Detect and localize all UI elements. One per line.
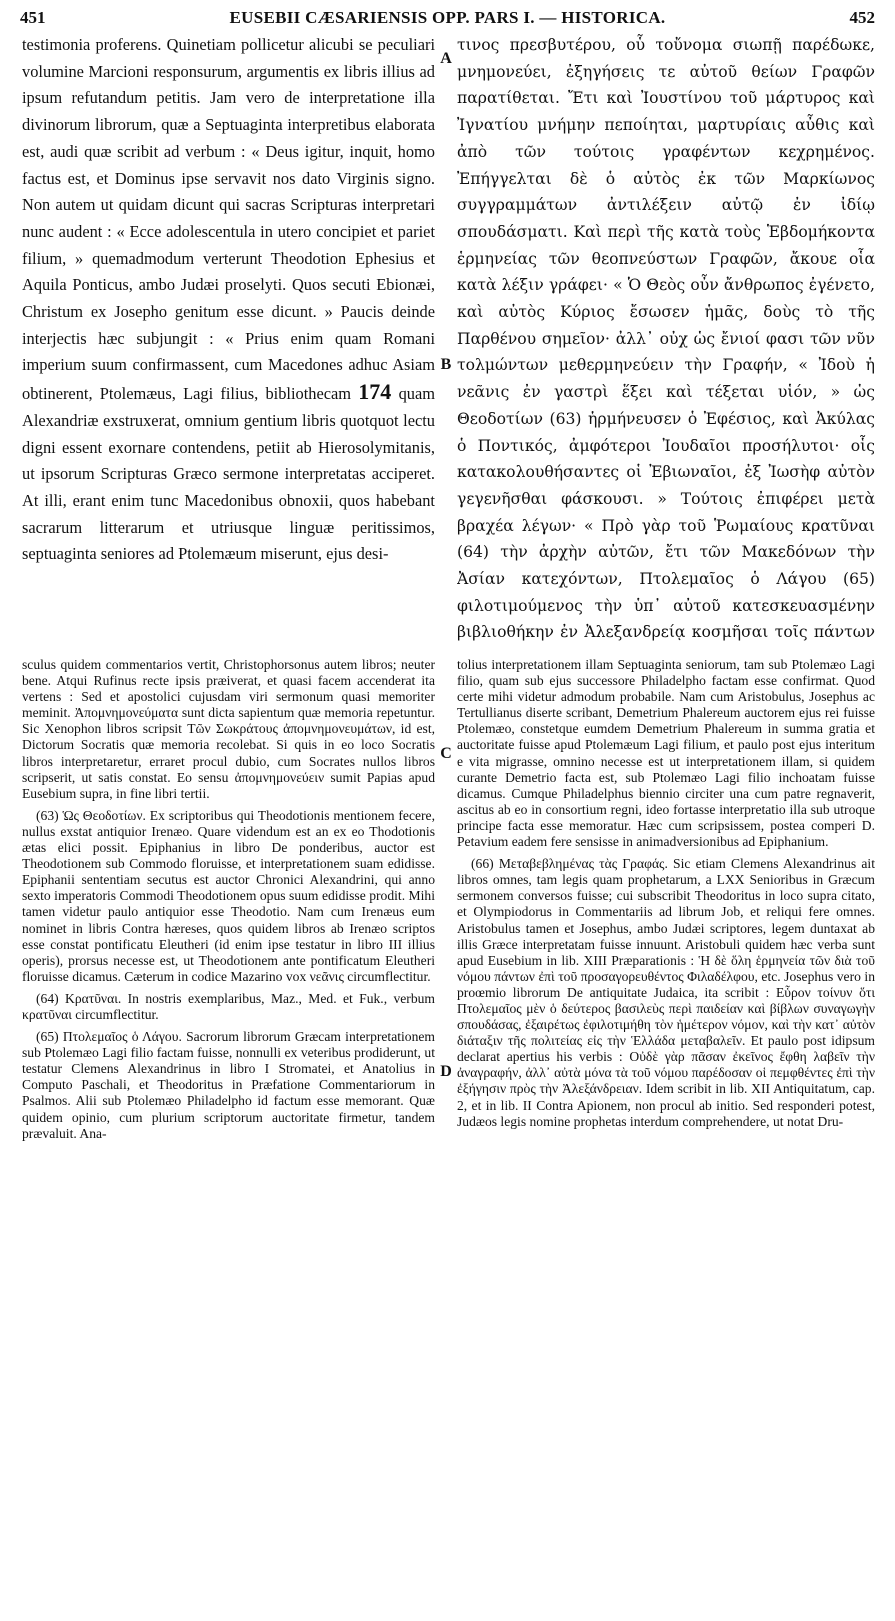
page-number-left: 451	[20, 8, 46, 27]
latin-text-after-marker: quam Alexandriæ exstruxerat, omnium gentium libris quotquot lectu digni essent exornare contendens, petiit ab Hierosolymitanis, ut ipsorum Scripturas Græco sermone interpretatas acciperet. At illi, erant enim tunc Macedonibus obnoxii, quos habebant sacrarum litterarum et utriusque linguæ peritissimos, septuaginta seniores ad Ptolemæum miserunt, ejus desi-	[22, 384, 435, 564]
column-number-marker: 174	[358, 379, 392, 405]
note-continuation: sculus quidem commentarios vertit, Christophorsonus autem libros; neuter bene. Atqui Rufinus recte ipsis præiverat, et quasi facem accenderat ita vertens : Sed et apostolici cujusdam viri sermonum quasi memoriter meminit. Ἀπομνημονεύματα sunt dicta sapientum quæ memoria repetuntur. Sic Xenophon libros scripsit Τῶν Σωκράτους ἀπομνημονευμάτων, id est, Dictorum Socratis quæ memoria recolebat. Si quis in eo loco Socratis libros interpretaretur, erraret procul dubio, cum Socrates nullos libros scripserit, ut satis constat. Eo sensu ἀπομνημονεύειν sumit Papias apud Eusebium supra, in fine libri tertii.	[22, 657, 435, 801]
note-65: (65) Πτολεμαῖος ὁ Λάγου. Sacrorum librorum Græcam interpretationem sub Ptolemæo Lagi filio factam fuisse, nonnulli ex veteribus prodiderunt, ut testatur Clemens Alexandrinus in libro I Stromatei, et Anatolius in Computo Paschali, et Theodoritus in Præfatione Commentariorum in Psalmos. Alii sub Ptolemæo Philadelpho id factum esse memorant. Quæ quidem opinio, cum plurium scriptorum auctoritate firmetur, tandem prævaluit. Ana-	[22, 1029, 435, 1141]
section-marker-c: C	[440, 745, 452, 762]
note-65-continuation: tolius interpretationem illam Septuaginta seniorum, tam sub Ptolemæo Lagi filio, quam sub ejus successore Philadelpho factam esse confirmat. Quod certe mihi videtur admodum probabile. Nam cum Aristobulus, Josephus ac Tertullianus diserte scribant, Demetrium Phalereum auctorem ejus rei fuisse Ptolemæo, constetque eumdem Demetrium Phalereum in summa gratia et auctoritate fuisse apud Ptolemæum Lagi filium, et paulo post ejus interitum e vita migrasse, omnino necesse est ut interpretationem illam, si quidem curante Demetrio facta est, sub Ptolemæo Lagi filio inchoatam fuisse dicamus. Cumque Philadelphus biennio circiter una cum patre regnaverit, ascitus ab eo in consortium regni, ideo fortasse interpretatio illa sub utroque principe facta esse memoratur. Hæc cum scripsissem, postea comperi D. Petavium eadem fere sensisse in animadversionibus ad Epiphanium.	[457, 657, 875, 850]
latin-translation-column	[22, 32, 435, 644]
greek-original-column	[457, 32, 875, 644]
note-66: (66) Μεταβεβλημένας τὰς Γραφάς. Sic etiam Clemens Alexandrinus ait libros omnes, tam legis quam prophetarum, a LXX Senioribus in Græcum sermonem conversos fuisse; cui subscribit Theodoritus in loco supra citato, et Olympiodorus in Commentariis ad librum Job, et reliqui fere omnes. Aristobulus tamen et Josephus, ambo Judæi scriptores, legem duntaxat ab illis Græce interpretatam fuisse innuunt. Aristobuli quidem hæc verba sunt apud Eusebium in lib. XIII Præparationis : Ἡ δὲ ὅλη ἑρμηνεία τῶν διὰ τοῦ νόμου πάντων ἐπὶ τοῦ προσαγορευθέντος Φιλαδέλφου, etc. Josephus vero in proœmio librorum De antiquitate Judaica, ita scribit : Εὗρον τοίνυν ὅτι Πτολεμαῖος μὲν ὁ δεύτερος βασιλεὺς περὶ παιδείαν καὶ βίβλων συναγωγὴν σπουδάσας, ἐξαιρέτως ἐφιλοτιμήθη τὸν ἡμέτερον νόμον, καὶ τὴν κατ᾽ αὐτὸν διάταξιν τῆς πολιτείας εἰς τὴν Ἑλλάδα μεταβαλεῖν. Et paulo post idipsum declarat apertius his verbis : Οὐδὲ γὰρ πᾶσαν ἐκεῖνος ἔφθη λαβεῖν τὴν ἀναγραφήν, ἀλλ᾽ αὐτὰ μόνα τὰ τοῦ νόμου παρέδοσαν οἱ πεμφθέντες ἐπὶ τὴν ἐξήγησιν πρὸς τὴν Ἀλεξάνδρειαν. Idem scribit in lib. XII Antiquitatum, cap. 2, et in lib. II Contra Apionem, non procul ab initio. Sed responderi potest, Judæos legis nomine prophetas interdum comprehendere, ut notat Dru-	[457, 856, 875, 1129]
note-64: (64) Κρατῦναι. In nostris exemplaribus, Maz., Med. et Fuk., verbum κρατῦναι circumflectitur.	[22, 990, 435, 1022]
section-marker-b: B	[440, 356, 452, 373]
greek-paragraph: τινος πρεσβυτέρου, οὗ τοὔνομα σιωπῇ παρέδωκε, μνημονεύει, ἐξηγήσεις τε αὐτοῦ θείων Γραφῶν παρατίθεται. Ἔτι καὶ Ἰουστίνου τοῦ μάρτυρος καὶ Ἰγνατίου μνήμην πεποίηται, μαρτυρίαις αὖθις καὶ ἀπὸ τῶν τούτοις γραφέντων κεχρημένος. Ἐπήγγελται δὲ ὁ αὐτὸς ἐκ τῶν Μαρκίωνος συγγραμμάτων ἀντιλέξειν αὐτῷ ἐν ἰδίῳ σπουδάσματι. Καὶ περὶ τῆς κατὰ τοὺς Ἑβδομήκοντα ἑρμηνείας τῶν θεοπνεύστων Γραφῶν, ἄκουε οἷα κατὰ λέξιν γράφει· « Ὁ Θεὸς οὖν ἄνθρωπος ἐγένετο, καὶ αὐτὸς Κύριος ἔσωσεν ἡμᾶς, δοὺς τὸ τῆς Παρθένου σημεῖον· ἀλλ᾽ οὐχ ὡς ἔνιοί φασι τῶν νῦν τολμώντων μεθερμηνεύειν τὴν Γραφήν, « Ἰδοὺ ἡ νεᾶνις ἐν γαστρὶ ἕξει καὶ τέξεται υἱόν, » ὡς Θεοδοτίων (63) ἡρμήνευσεν ὁ Ἐφέσιος, καὶ Ἀκύλας ὁ Ποντικός, ἀμφότεροι Ἰουδαῖοι προσήλυτοι· οἷς κατακολουθήσαντες οἱ Ἐβιωναῖοι, ἐξ Ἰωσὴφ αὐτὸν γεγενῆσθαι φάσκουσι. » Τούτοις ἐπιφέρει μετὰ βραχέα λέγων· « Πρὸ γὰρ τοῦ Ῥωμαίους κρατῦναι (64) τὴν ἀρχὴν αὐτῶν, ἔτι τῶν Μακεδόνων τὴν Ἀσίαν κατεχόντων, Πτολεμαῖος ὁ Λάγου (65) φιλοτιμούμενος τὴν ὑπ᾽ αὐτοῦ κατεσκευασμένην βιβλιοθήκην ἐν Ἀλεξανδρείᾳ κοσμῆσαι τοῖς πάντων	[457, 36, 875, 642]
note-63: (63) Ὡς Θεοδοτίων. Ex scriptoribus qui Theodotionis mentionem fecere, nullus exstat antiquior Irenæo. Quare videndum est an ex eo Thodotionis ætas elici possit. Epiphanius in libro De ponderibus, auctor est Theodotionem sub Commodo floruisse, et interpretationem suam edidisse. Epiphanii sententiam secutus est auctor Chronici Alexandrini, qui anno sexto imperatoris Commodi Theodotionem opus suum edidisse prodit. Mihi tamen videtur paulo antiquior esse Theodotio. Nam cum Irenæus eum nominet in libris Contra hæreses, quos quidem libros ab Irenæo scriptos esse constat pontificatu Eleutheri (id enim ipse testatur in libro III illius operis), prorsus necesse est, ut Theodotionem ante pontificatum Eleutheri floruisse dicamus. Cæterum in codice Mazarino vox νεᾶνις circumflectitur.	[22, 807, 435, 984]
section-marker-d: D	[440, 1063, 452, 1080]
latin-paragraph	[22, 32, 435, 568]
latin-text-before-marker: testimonia proferens. Quinetiam pollicetur alicubi se peculiari volumine Marcioni responsurum, argumentis ex libris illius ad ipsum refutandum petitis. Jam vero de interpretatione illa divinorum librorum, quæ a Septuaginta interpretibus elaborata est, audi quæ scribit ad verbum : « Deus igitur, inquit, homo factus est, et Dominus ipse servavit nos dato Virginis signo. Non autem ut quidam dicunt qui sacras Scripturas interpretari nunc audent : « Ecce adolescentula in utero concipiet et pariet filium, » quemadmodum verterunt Theodotion Ephesius et Aquila Ponticus, ambo Judæi proselyti. Quos secuti Ebionæi, Christum ex Josepho genitum esse dicunt. » Paucis deinde interjectis hæc subjungit : « Prius enim quam Romani imperium suum confirmassent, cum Macedones adhuc Asiam obtinerent, Ptolemæus, Lagi filius, bibliothecam	[22, 35, 435, 404]
notes-right-column	[457, 657, 875, 1612]
notes-left-column	[22, 657, 435, 1612]
page-number-right: 452	[849, 8, 875, 27]
running-header	[20, 8, 875, 32]
section-marker-a: A	[440, 50, 452, 67]
running-title: EUSEBII CÆSARIENSIS OPP. PARS I. — HISTORICA.	[229, 8, 666, 27]
